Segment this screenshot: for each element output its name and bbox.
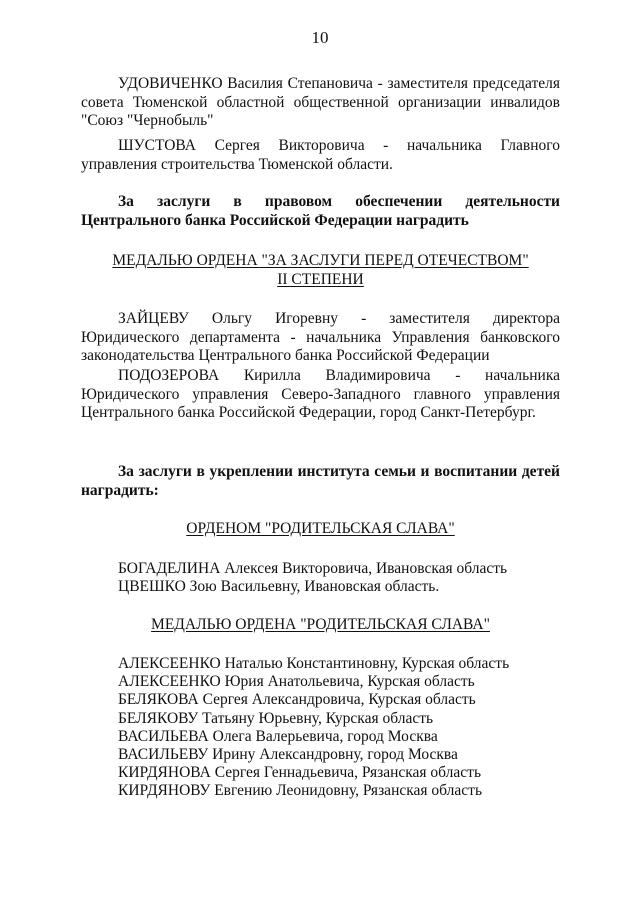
- list-item: ВАСИЛЬЕВУ Ирину Александровну, город Москва: [118, 746, 458, 764]
- entry-udovichenko: УДОВИЧЕНКО Василия Степановича - заместителя председателя совета Тюменской областной общественной организации инвалидов "Союз "Чернобыль": [81, 75, 560, 130]
- section-heading-family: За заслуги в укреплении института семьи и воспитании детей наградить:: [81, 463, 560, 499]
- list-item: БЕЛЯКОВУ Татьяну Юрьевну, Курская область: [118, 709, 434, 727]
- list-item: БОГАДЕЛИНА Алексея Викторовича, Ивановская область: [118, 560, 508, 577]
- entry-zaytseva: ЗАЙЦЕВУ Ольгу Игоревну - заместителя директора Юридического департамента - начальника Управления банковского законодательства Центрального банка Российской Федерации: [81, 310, 560, 365]
- section-heading-legal: За заслуги в правовом обеспечении деятельности Центрального банка Российской Федерации наградить: [81, 193, 560, 229]
- entry-shustova: ШУСТОВА Сергея Викторовича - начальника Главного управления строительства Тюменской области.: [81, 137, 560, 173]
- list-item: ЦВЕШКО Зою Васильевну, Ивановская область.: [118, 578, 440, 596]
- award-title-line2: II СТЕПЕНИ: [277, 270, 364, 288]
- list-item: АЛЕКСЕЕНКО Юрия Анатольевича, Курская область: [118, 673, 475, 691]
- award-title-order-parental-glory: ОРДЕНОМ "РОДИТЕЛЬСКАЯ СЛАВА": [186, 520, 455, 537]
- award-title-medal-parental-glory: МЕДАЛЬЮ ОРДЕНА "РОДИТЕЛЬСКАЯ СЛАВА": [151, 616, 490, 633]
- list-item: КИРДЯНОВУ Евгению Леонидовну, Рязанская область: [118, 782, 483, 800]
- list-item: АЛЕКСЕЕНКО Наталью Константиновну, Курская область: [118, 655, 510, 672]
- award-title-medal-fatherland: [81, 252, 560, 289]
- list-item: КИРДЯНОВА Сергея Геннадьевича, Рязанская область: [118, 764, 482, 782]
- award2-list: [118, 560, 507, 596]
- entry-podozerov: ПОДОЗЕРОВА Кирилла Владимировича - начальника Юридического управления Северо-Западного главного управления Центрального банка Российской Федерации, город Санкт-Петербург.: [81, 367, 560, 422]
- list-item: БЕЛЯКОВА Сергея Александровича, Курская область: [118, 691, 476, 709]
- page-number: 10: [311, 28, 329, 47]
- list-item: ВАСИЛЬЕВА Олега Валерьевича, город Москва: [118, 727, 438, 745]
- award3-list: [118, 655, 509, 801]
- award-title-line1: МЕДАЛЬЮ ОРДЕНА "ЗА ЗАСЛУГИ ПЕРЕД ОТЕЧЕСТВОМ": [112, 252, 529, 269]
